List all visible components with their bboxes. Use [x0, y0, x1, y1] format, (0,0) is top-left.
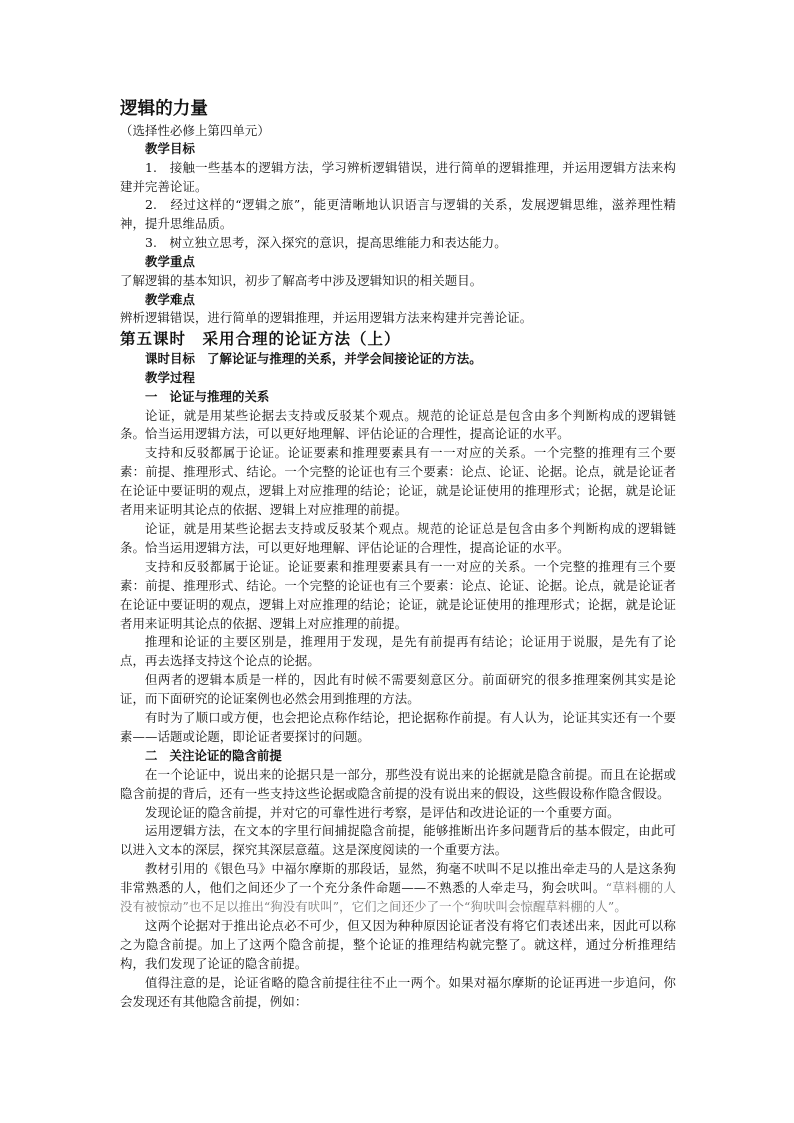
section-1-title: 论证与推理的关系: [169, 388, 270, 404]
paragraph: 在一个论证中，说出来的论据只是一部分，那些没有说出来的论据就是隐含前提。而且在论据或隐含前提的背后，还有一些支持这些论据或隐含前提的没有说出来的假设，这些假设称作隐含假设。: [120, 766, 676, 801]
goal-item-3: 3. 树立独立思考，深入探究的意识，提高思维能力和表达能力。: [145, 235, 507, 251]
paragraph: 运用逻辑方法，在文本的字里行间捕捉隐含前提，能够推断出许多问题背后的基本假定，由此可以进入文本的深层，探究其深层意蕴。这是深度阅读的一个重要方法。: [120, 823, 676, 858]
document-body: [120, 97, 676, 1012]
document-subtitle: （选择性必修上第四单元）: [120, 123, 270, 138]
paragraph: 推理和论证的主要区别是，推理用于发现，是先有前提再有结论；论证用于说服，是先有了论点，再去选择支持这个论点的论据。: [120, 634, 676, 669]
paragraph: 有时为了顺口或方便，也会把论点称作结论，把论据称作前提。有人认为，论证其实还有一个要素——话题或论题，即论证者要探讨的问题。: [120, 710, 676, 744]
lesson-goal-text: 了解论证与推理的关系，并学会间接论证的方法。: [206, 351, 482, 367]
paragraph: 发现论证的隐含前提，并对它的可靠性进行考察，是评估和改进论证的一个重要方面。: [145, 804, 620, 820]
quoted-text: “草料棚的人没有被惊动”也不足以推出“狗没有吠叫”，它们之间还少了一个“狗吠叫会惊醒草料棚的人”。: [120, 880, 676, 915]
heading-key-points: 教学重点: [145, 254, 195, 270]
paragraph: 支持和反驳都属于论证。论证要素和推理要素具有一一对应的关系。一个完整的推理有三个要素：前提、推理形式、结论。一个完整的论证也有三个要素：论点、论证、论据。论点，就是论证者在论证中要证明的观点，逻辑上对应推理的结论；论证，就是论证使用的推理形式；论据，就是论证者用来证明其论点的依据、逻辑上对应推理的前提。: [120, 445, 676, 518]
paragraph: 这两个论据对于推出论点必不可少，但又因为种种原因论证者没有将它们表述出来，因此可以称之为隐含前提。加上了这两个隐含前提，整个论证的推理结构就完整了。就这样，通过分析推理结构，我们发现了论证的隐含前提。: [120, 918, 676, 971]
heading-teaching-process: 教学过程: [145, 370, 195, 386]
paragraph: 值得注意的是，论证省略的隐含前提往往不止一两个。如果对福尔摩斯的论证再进一步追问，你会发现还有其他隐含前提，例如：: [120, 974, 676, 1009]
lesson-goal-label: 课时目标: [145, 351, 195, 367]
section-1-heading: [120, 388, 676, 407]
goal-item-1: 1. 接触一些基本的逻辑方法，学习辨析逻辑错误，进行简单的逻辑推理，并运用逻辑方法来构建并完善论证。: [120, 159, 676, 194]
paragraph: 支持和反驳都属于论证。论证要素和推理要素具有一一对应的关系。一个完整的推理有三个要素：前提、推理形式、结论。一个完整的论证也有三个要素：论点、论证、论据。论点，就是论证者在论证中要证明的观点，逻辑上对应推理的结论；论证，就是论证使用的推理形式；论据，就是论证者用来证明其论点的依据、逻辑上对应推理的前提。: [120, 558, 676, 631]
lesson-goal: [120, 350, 676, 369]
section-2-heading: [120, 747, 676, 766]
section-1-number: 一: [145, 388, 158, 404]
paragraph: 论证，就是用某些论据去支持或反驳某个观点。规范的论证总是包含由多个判断构成的逻辑链条。恰当运用逻辑方法，可以更好地理解、评估论证的合理性，提高论证的水平。: [120, 520, 676, 555]
key-points-text: 了解逻辑的基本知识，初步了解高考中涉及逻辑知识的相关题目。: [120, 272, 483, 288]
section-2-title: 关注论证的隐含前提: [169, 747, 282, 763]
document-title: 逻辑的力量: [120, 99, 208, 119]
lesson-title: 第五课时 采用合理的论证方法（上）: [120, 330, 401, 349]
paragraph: [120, 860, 676, 917]
heading-teaching-goals: 教学目标: [145, 141, 195, 156]
difficulties-text: 辨析逻辑错误，进行简单的逻辑推理，并运用逻辑方法来构建并完善论证。: [120, 310, 533, 326]
paragraph: 论证，就是用某些论据去支持或反驳某个观点。规范的论证总是包含由多个判断构成的逻辑链条。恰当运用逻辑方法，可以更好地理解、评估论证的合理性，提高论证的水平。: [120, 407, 676, 442]
heading-difficulties: 教学难点: [145, 291, 195, 307]
section-2-number: 二: [145, 747, 158, 763]
goal-item-2: 2. 经过这样的“逻辑之旅”，能更清晰地认识语言与逻辑的关系，发展逻辑思维，滋养理性精神，提升思维品质。: [120, 197, 676, 232]
paragraph: 但两者的逻辑本质是一样的，因此有时候不需要刻意区分。前面研究的很多推理案例其实是论证，而下面研究的论证案例也必然会用到推理的方法。: [120, 672, 676, 707]
paragraph-text: 教材引用的《银色马》中福尔摩斯的那段话，显然，狗毫不吠叫不足以推出牵走马的人是这条狗非常熟悉的人，他们之间还少了一个充分条件命题——不熟悉的人牵走马，狗会吠叫。: [120, 861, 676, 896]
